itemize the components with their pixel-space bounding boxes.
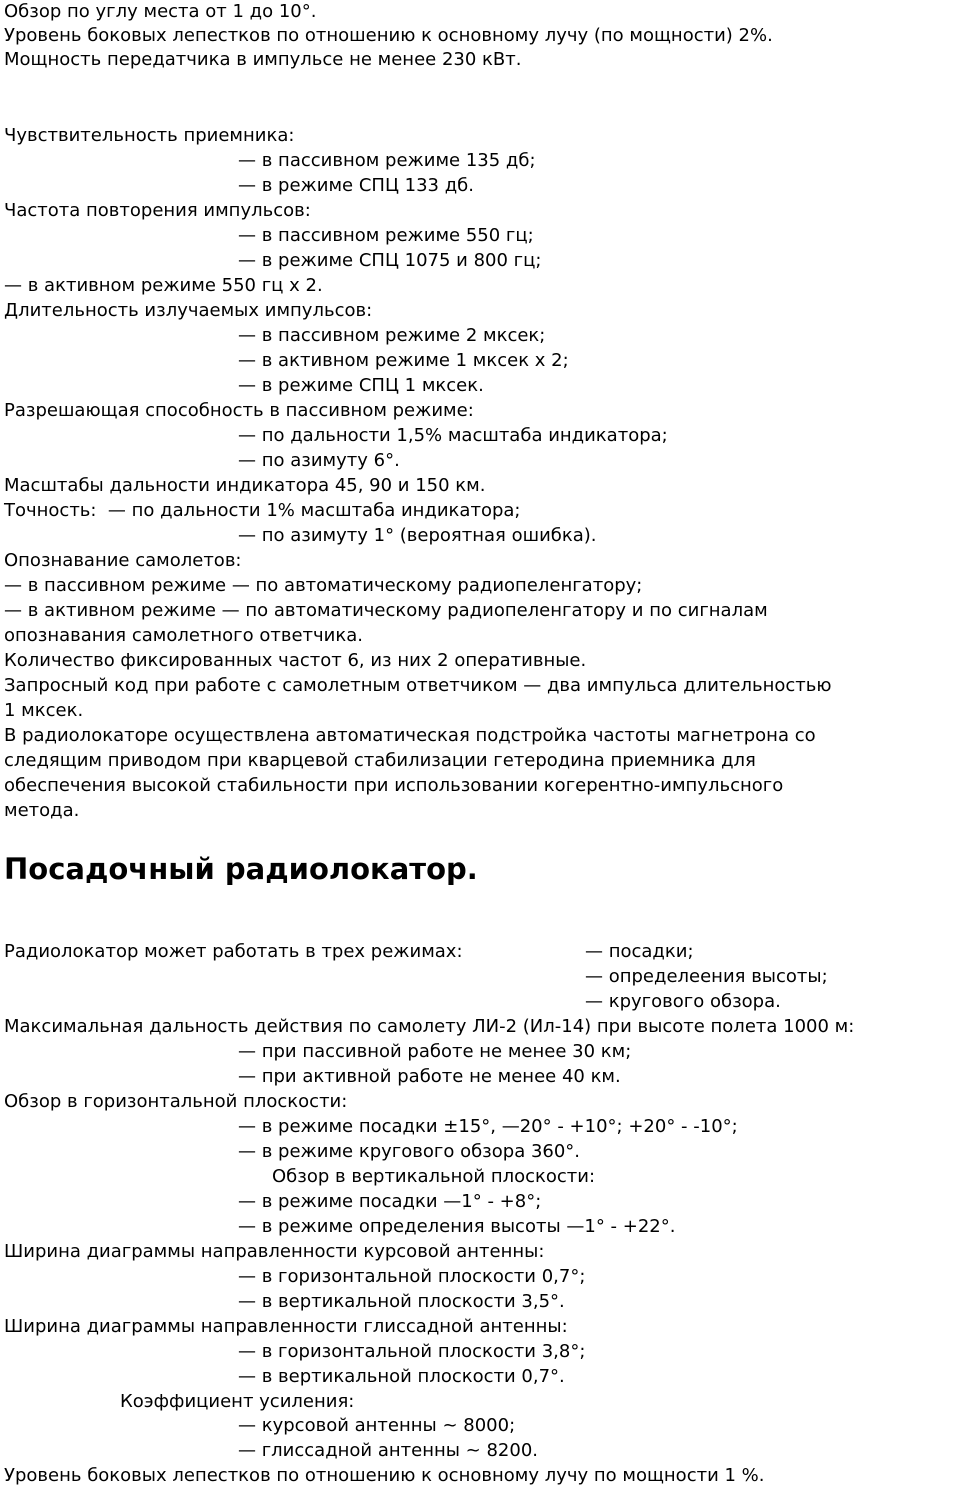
text-line: Коэффициент усиления: — [120, 1391, 355, 1412]
list-item: — глиссадной антенны ~ 8200. — [238, 1440, 539, 1461]
list-item: — в вертикальной плоскости 0,7°. — [238, 1366, 565, 1387]
text-line: опознавания самолетного ответчика. — [4, 625, 363, 646]
list-item: — посадки; — [585, 941, 694, 962]
text-line: Масштабы дальности индикатора 45, 90 и 150 км. — [4, 475, 486, 496]
text-line: Радиолокатор может работать в трех режимах: — [4, 941, 463, 962]
text-line: Разрешающая способность в пассивном режиме: — [4, 400, 474, 421]
list-item: — в режиме посадки —1° - +8°; — [238, 1191, 542, 1212]
text-line: Уровень боковых лепестков по отношению к основному лучу по мощности 1 %. — [4, 1465, 765, 1486]
list-item: — в режиме СПЦ 1075 и 800 гц; — [238, 250, 542, 271]
text-line: Обзор по углу места от 1 до 10°. — [4, 1, 317, 22]
list-item: — в активном режиме — по автоматическому радиопеленгатору и по сигналам — [4, 600, 768, 621]
text-line: Длительность излучаемых импульсов: — [4, 300, 373, 321]
list-item: — в горизонтальной плоскости 0,7°; — [238, 1266, 586, 1287]
text-line: метода. — [4, 800, 80, 821]
text-line: Мощность передатчика в импульсе не менее 230 кВт. — [4, 49, 522, 70]
list-item: — в вертикальной плоскости 3,5°. — [238, 1291, 565, 1312]
list-item: — в режиме кругового обзора 360°. — [238, 1141, 581, 1162]
list-item: — по дальности 1,5% масштаба индикатора; — [238, 425, 668, 446]
list-item: — при активной работе не менее 40 км. — [238, 1066, 621, 1087]
text-line: Точность: — по дальности 1% масштаба индикатора; — [4, 500, 521, 521]
list-item: — по азимуту 1° (вероятная ошибка). — [238, 525, 597, 546]
text-line: обеспечения высокой стабильности при использовании когерентно-импульсного — [4, 775, 784, 796]
list-item: — кругового обзора. — [585, 991, 781, 1012]
list-item: — в режиме посадки ±15°, —20° - +10°; +20° - -10°; — [238, 1116, 738, 1137]
section-heading: Посадочный радиолокатор. — [4, 852, 478, 886]
list-item: — курсовой антенны ~ 8000; — [238, 1415, 516, 1436]
text-line: В радиолокаторе осуществлена автоматическая подстройка частоты магнетрона со — [4, 725, 816, 746]
list-item: — в горизонтальной плоскости 3,8°; — [238, 1341, 586, 1362]
text-line: Частота повторения импульсов: — [4, 200, 311, 221]
list-item: — в режиме СПЦ 1 мксек. — [238, 375, 484, 396]
text-line: Запросный код при работе с самолетным ответчиком — два импульса длительностью — [4, 675, 832, 696]
list-item: — в активном режиме 550 гц x 2. — [4, 275, 323, 296]
text-line: Обзор в вертикальной плоскости: — [272, 1166, 596, 1187]
text-line: Ширина диаграммы направленности глиссадной антенны: — [4, 1316, 568, 1337]
list-item: — при пассивной работе не менее 30 км; — [238, 1041, 632, 1062]
list-item: — в активном режиме 1 мксек x 2; — [238, 350, 569, 371]
list-item: — в пассивном режиме — по автоматическому радиопеленгатору; — [4, 575, 643, 596]
text-line: Чувствительность приемника: — [4, 125, 295, 146]
text-line: Опознавание самолетов: — [4, 550, 242, 571]
list-item: — определеения высоты; — [585, 966, 828, 987]
list-item: — в пассивном режиме 550 гц; — [238, 225, 534, 246]
text-line: следящим приводом при кварцевой стабилизации гетеродина приемника для — [4, 750, 756, 771]
text-line: Уровень боковых лепестков по отношению к основному лучу (по мощности) 2%. — [4, 25, 773, 46]
list-item: — в пассивном режиме 135 дб; — [238, 150, 536, 171]
list-item: — в пассивном режиме 2 мксек; — [238, 325, 546, 346]
list-item: — по азимуту 6°. — [238, 450, 400, 471]
text-line: Обзор в горизонтальной плоскости: — [4, 1091, 348, 1112]
list-item: — в режиме СПЦ 133 дб. — [238, 175, 474, 196]
text-line: 1 мксек. — [4, 700, 84, 721]
text-line: Максимальная дальность действия по самолету ЛИ-2 (Ил-14) при высоте полета 1000 м: — [4, 1016, 855, 1037]
text-line: Ширина диаграммы направленности курсовой антенны: — [4, 1241, 545, 1262]
list-item: — в режиме определения высоты —1° - +22°. — [238, 1216, 676, 1237]
text-line: Количество фиксированных частот 6, из них 2 оперативные. — [4, 650, 587, 671]
